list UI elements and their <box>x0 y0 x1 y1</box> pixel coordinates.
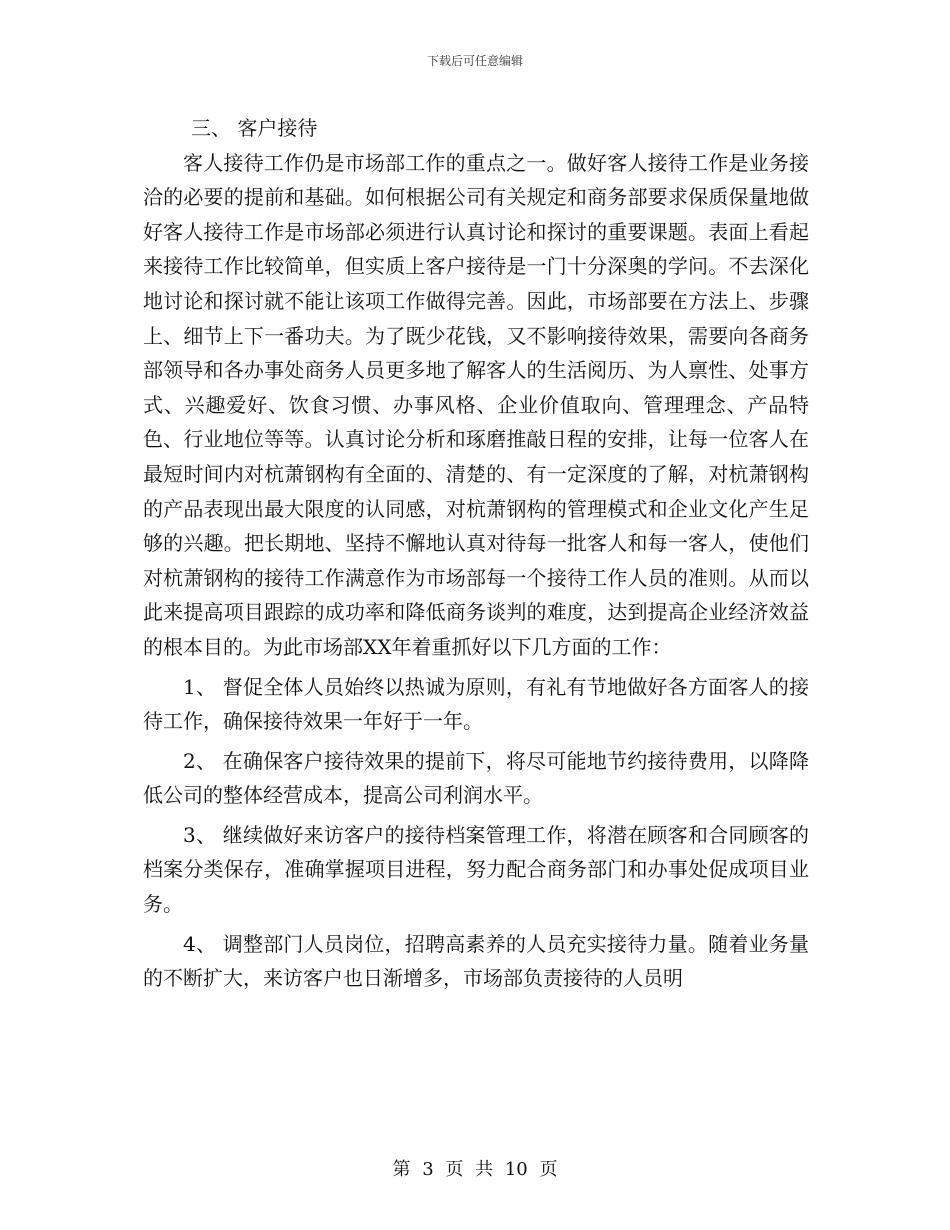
intro-paragraph: 客人接待工作仍是市场部工作的重点之一。做好客人接待工作是业务接洽的必要的提前和基础。如何根据公司有关规定和商务部要求保质保量地做好客人接待工作是市场部必须进行认真讨论和探讨的重要课题。表面上看起来接待工作比较简单，但实质上客户接待是一门十分深奥的学问。不去深化地讨论和探讨就不能让该项工作做得完善。因此，市场部要在方法上、步骤上、细节上下一番功夫。为了既少花钱，又不影响接待效果，需要向各商务部领导和各办事处商务人员更多地了解客人的生活阅历、为人禀性、处事方式、兴趣爱好、饮食习惯、办事风格、企业价值取向、管理理念、产品特色、行业地位等等。认真讨论分析和琢磨推敲日程的安排，让每一位客人在最短时间内对杭萧钢构有全面的、清楚的、有一定深度的了解，对杭萧钢构的产品表现出最大限度的认同感，对杭萧钢构的管理模式和企业文化产生足够的兴趣。把长期地、坚持不懈地认真对待每一批客人和每一客人，使他们对杭萧钢构的接待工作满意作为市场部每一个接待工作人员的准则。从而以此来提高项目跟踪的成功率和降低商务谈判的难度，达到提高企业经济效益的根本目的。为此市场部XX年着重抓好以下几方面的工作： <box>143 150 809 659</box>
document-body <box>143 111 809 996</box>
page-header: 下载后可任意编辑 <box>426 54 523 68</box>
section-heading: 三、 客户接待 <box>191 116 318 140</box>
list-item-3: 3、 继续做好来访客户的接待档案管理工作，将潜在顾客和合同顾客的档案分类保存，准确掌握项目进程，努力配合商务部门和办事处促成项目业务。 <box>143 822 809 917</box>
page-footer: 第 3 页 共 10 页 <box>392 1159 558 1180</box>
list-item-1: 1、 督促全体人员始终以热诚为原则，有礼有节地做好各方面客人的接待工作，确保接待效果一年好于一年。 <box>143 674 809 734</box>
list-item-4: 4、 调整部门人员岗位，招聘高素养的人员充实接待力量。随着业务量的不断扩大，来访客户也日渐增多，市场部负责接待的人员明 <box>143 931 809 991</box>
list-item-2: 2、 在确保客户接待效果的提前下，将尽可能地节约接待费用，以降降低公司的整体经营成本，提高公司利润水平。 <box>143 748 809 808</box>
